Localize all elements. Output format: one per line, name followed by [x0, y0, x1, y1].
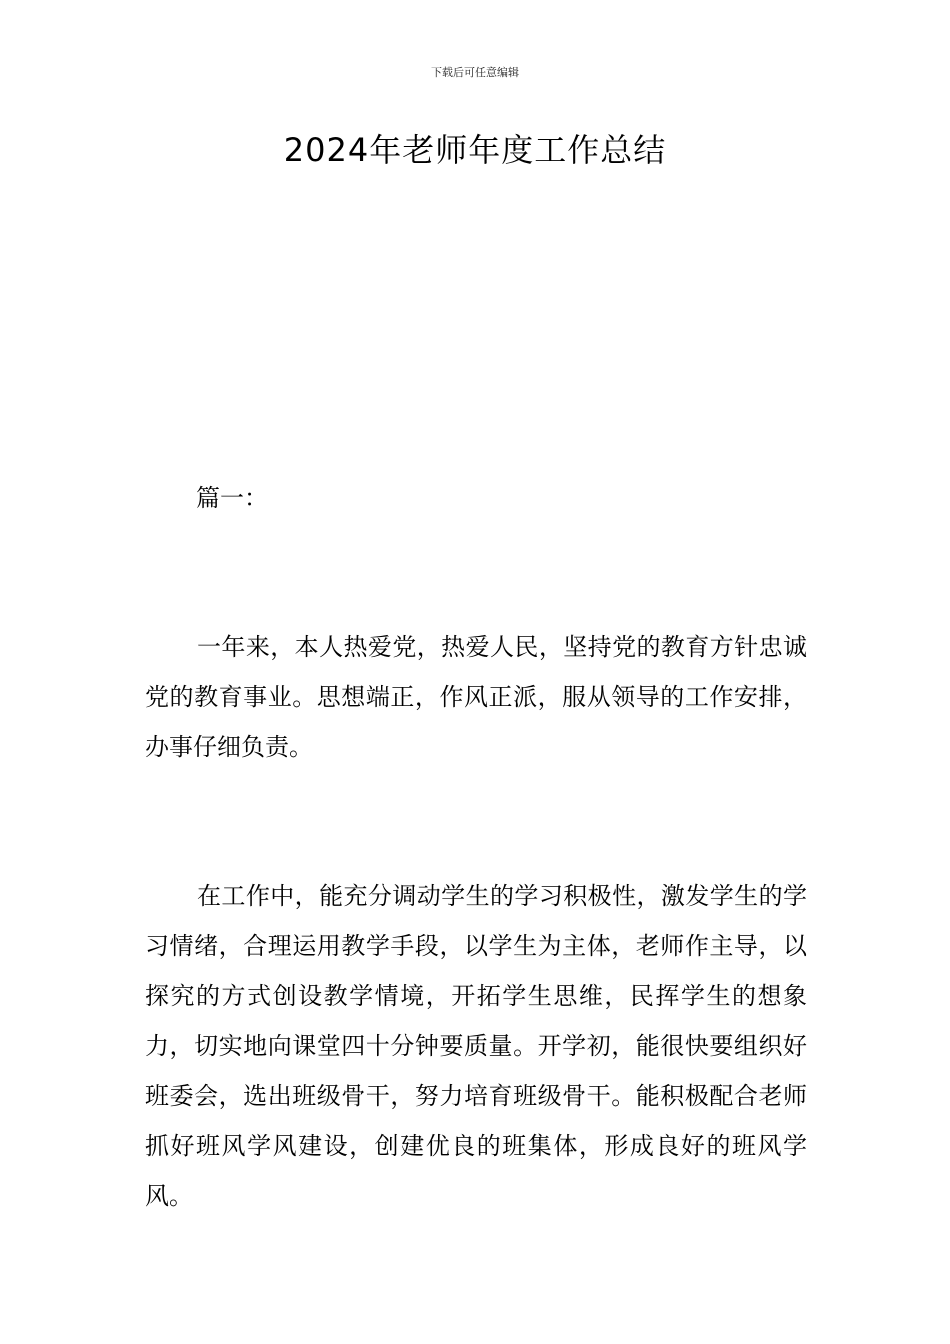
- section-label: 篇一：: [196, 484, 268, 512]
- paragraph-1: 一年来，本人热爱党，热爱人民，坚持党的教育方针忠诚党的教育事业。思想端正，作风正派，服从领导的工作安排，办事仔细负责。: [145, 633, 807, 761]
- header-note: 下载后可任意编辑: [431, 66, 519, 79]
- document-title: 2024年老师年度工作总结: [283, 131, 667, 169]
- paragraph-2: 在工作中，能充分调动学生的学习积极性，激发学生的学习情绪，合理运用教学手段，以学生为主体，老师作主导，以探究的方式创设教学情境，开拓学生思维，民挥学生的想象力，切实地向课堂四十分钟要质量。开学初，能很快要组织好班委会，选出班级骨干，努力培育班级骨干。能积极配合老师抓好班风学风建设，创建优良的班集体，形成良好的班风学风。: [145, 882, 807, 1210]
